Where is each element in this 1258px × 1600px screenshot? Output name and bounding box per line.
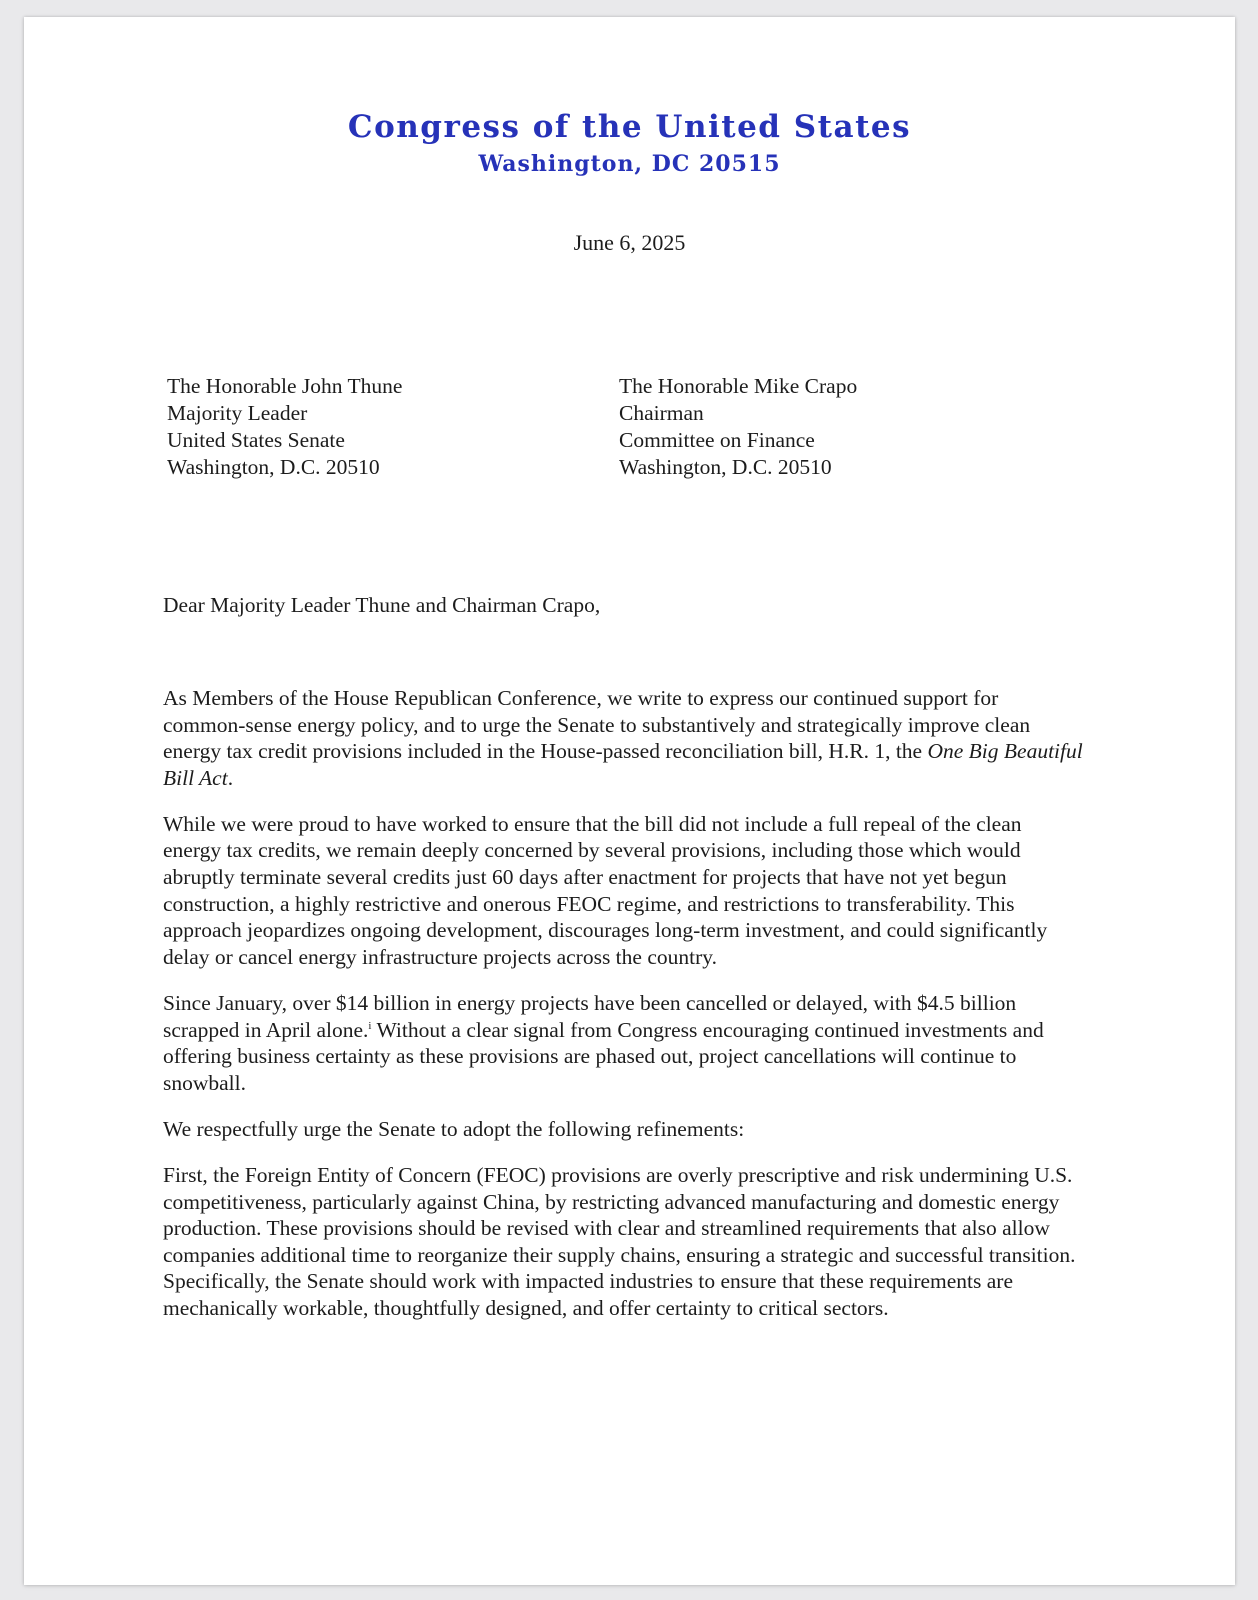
letter-page <box>24 17 1235 1585</box>
recipient-title: Majority Leader <box>167 401 308 425</box>
recipient-block-thune <box>167 373 402 481</box>
letter-date: June 6, 2025 <box>573 230 686 255</box>
body-paragraph-2: While we were proud to have worked to ensure that the bill did not include a full repeal of the clean energy tax credits, we remain deeply concerned by several provisions, including those which would abruptly terminate several credits just 60 days after enactment for projects that have not yet begun construction, a highly restrictive and onerous FEOC regime, and restrictions to transferability. This approach jeopardizes ongoing development, discourages long-term investment, and could significantly delay or cancel energy infrastructure projects across the country. <box>163 811 1048 969</box>
paragraph-3-continuation: Without a clear signal from Congress encouraging continued investments and offering business certainty as these provisions are phased out, project cancellations will continue to snowball. <box>163 1017 1044 1095</box>
recipient-title: Chairman <box>619 401 704 425</box>
recipient-block-crapo <box>619 373 857 481</box>
paragraph-3-text: Since January, over $14 billion in energy projects have been cancelled or delayed, with $4.5 billion scrapped in April alone. <box>163 990 1017 1042</box>
bill-name: One Big Beautiful Bill Act <box>163 739 1083 790</box>
footnote-marker[interactable]: i <box>368 1019 372 1032</box>
recipient-name: The Honorable John Thune <box>167 374 403 398</box>
body-paragraph-4: We respectfully urge the Senate to adopt the following refinements: <box>163 1116 745 1141</box>
body-paragraph-3 <box>163 990 1083 1096</box>
letterhead-title: Congress of the United States <box>347 109 912 145</box>
letterhead-subtitle: Washington, DC 20515 <box>478 151 781 177</box>
body-paragraph-1 <box>163 685 1083 791</box>
letter-body <box>163 685 1083 1341</box>
recipient-address: Washington, D.C. 20510 <box>167 455 380 479</box>
recipient-organization: United States Senate <box>167 428 345 452</box>
paragraph-1-text: As Members of the House Republican Conference, we write to express our continued support for common-sense energy policy, and to urge the Senate to substantively and strategically improve clean energy tax credit provisions included in the House-passed reconciliation bill, H.R. 1, the <box>163 686 1031 764</box>
recipient-address: Washington, D.C. 20510 <box>619 455 832 479</box>
paragraph-1-end: . <box>227 765 234 790</box>
recipient-organization: Committee on Finance <box>619 428 815 452</box>
recipient-name: The Honorable Mike Crapo <box>619 374 858 398</box>
salutation: Dear Majority Leader Thune and Chairman Crapo, <box>163 593 601 617</box>
body-paragraph-5: First, the Foreign Entity of Concern (FEOC) provisions are overly prescriptive and risk undermining U.S. competitiveness, particularly against China, by restricting advanced manufacturing and domestic energy production. These provisions should be revised with clear and streamlined requirements that also allow companies additional time to reorganize their supply chains, ensuring a strategic and successful transition. Specifically, the Senate should work with impacted industries to ensure that these requirements are mechanically workable, thoughtfully designed, and offer certainty to critical sectors. <box>163 1162 1076 1320</box>
